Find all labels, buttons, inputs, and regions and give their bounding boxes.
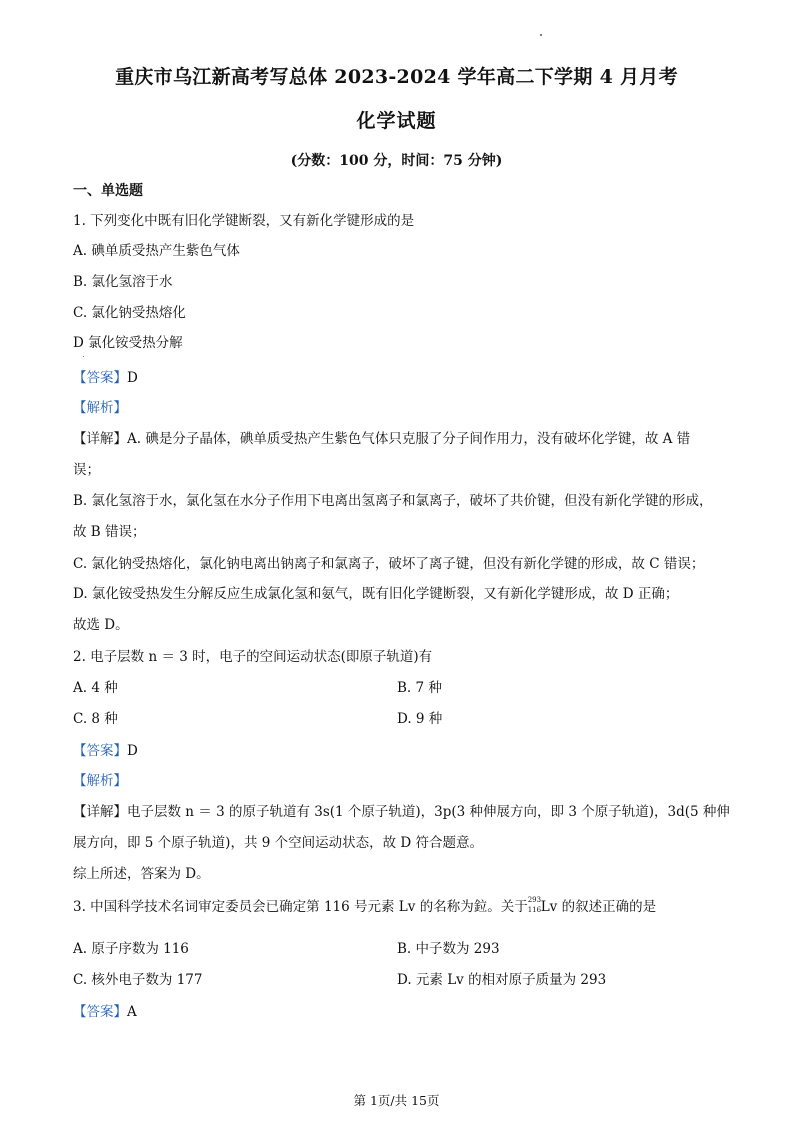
q1-analysis-tag: 【解析】 xyxy=(73,400,127,416)
answer-value: D xyxy=(127,743,138,759)
detail-text: 电子层数 n ＝ 3 的原子轨道有 3s(1 个原子轨道)，3p(3 种伸展方向，即 3 个原子轨道)，3d(5 种伸 xyxy=(127,804,730,820)
q1-option-d: D 氯化铵受热分解 xyxy=(73,335,183,351)
q1-detail-line xyxy=(73,430,723,448)
q3-option-a: A. 原子序数为 116 xyxy=(73,941,189,957)
q3-option-c: C. 核外电子数为 177 xyxy=(73,972,203,988)
atomic-number: 116 xyxy=(527,906,542,914)
q1-detail-line: 故 B 错误； xyxy=(73,524,146,540)
answer-tag: 【答案】 xyxy=(73,1004,127,1020)
q2-option-b: B. 7 种 xyxy=(397,680,442,696)
q3-answer xyxy=(73,1003,723,1021)
exam-subject: 化学试题 xyxy=(356,110,437,132)
q1-answer xyxy=(73,369,723,387)
answer-tag: 【答案】 xyxy=(73,370,127,386)
q2-detail-line: 综上所述，答案为 D。 xyxy=(73,866,210,882)
section-heading: 一、单选题 xyxy=(73,183,143,199)
q1-detail-line: 故选 D。 xyxy=(73,617,129,633)
q2-answer xyxy=(73,742,723,760)
answer-value: D xyxy=(127,370,138,386)
answer-tag: 【答案】 xyxy=(73,743,127,759)
detail-tag: 【详解】 xyxy=(73,804,127,820)
q2-option-a: A. 4 种 xyxy=(73,680,118,696)
q1-detail-line: B. 氯化氢溶于水，氯化氢在水分子作用下电离出氢离子和氯离子，破坏了共价键，但没有新化学键的形成， xyxy=(73,493,713,509)
exam-title: 重庆市乌江新高考写总体 2023-2024 学年高二下学期 4 月月考 xyxy=(115,66,678,88)
q3-option-b: B. 中子数为 293 xyxy=(397,941,500,957)
scan-speck xyxy=(83,356,84,357)
exam-info: (分数：100 分，时间：75 分钟) xyxy=(290,153,503,169)
q1-option-c: C. 氯化钠受热熔化 xyxy=(73,305,186,321)
q1-detail-line: 误； xyxy=(73,462,100,478)
q3-stem-text: 3. 中国科学技术名词审定委员会已确定第 116 号元素 Lv 的名称为鉝。关于 xyxy=(73,899,528,915)
scan-speck xyxy=(540,34,542,36)
q2-analysis-tag: 【解析】 xyxy=(73,773,127,789)
q2-option-c: C. 8 种 xyxy=(73,711,118,727)
mass-number: 293 xyxy=(527,896,542,904)
q3-option-d: D. 元素 Lv 的相对原子质量为 293 xyxy=(397,972,607,988)
q1-option-a: A. 碘单质受热产生紫色气体 xyxy=(73,243,240,259)
q3-stem-text: Lv 的叙述正确的是 xyxy=(540,899,657,915)
detail-tag: 【详解】 xyxy=(73,431,127,447)
q2-detail-line: 展方向，即 5 个原子轨道)，共 9 个空间运动状态，故 D 符合题意。 xyxy=(73,835,484,851)
q2-option-d: D. 9 种 xyxy=(397,711,443,727)
q1-option-b: B. 氯化氢溶于水 xyxy=(73,274,173,290)
answer-value: A xyxy=(127,1004,137,1020)
nuclide-symbol xyxy=(528,898,541,914)
q3-stem xyxy=(73,898,723,916)
q1-detail-line: C. 氯化钠受热熔化，氯化钠电离出钠离子和氯离子，破坏了离子键，但没有新化学键的形成，故 C 错误； xyxy=(73,556,705,572)
q1-detail-line: D. 氯化铵受热发生分解反应生成氯化氢和氨气，既有旧化学键断裂，又有新化学键形成，故 D 正确； xyxy=(73,586,679,602)
q2-stem: 2. 电子层数 n ＝ 3 时，电子的空间运动状态(即原子轨道)有 xyxy=(73,649,433,665)
q1-stem: 1. 下列变化中既有旧化学键断裂，又有新化学键形成的是 xyxy=(73,213,415,229)
q2-detail-line xyxy=(73,803,730,821)
page-footer: 第 1页/共 15页 xyxy=(353,1093,440,1108)
detail-text: A. 碘是分子晶体，碘单质受热产生紫色气体只克服了分子间作用力，没有破坏化学键，故 A 错 xyxy=(127,431,691,447)
